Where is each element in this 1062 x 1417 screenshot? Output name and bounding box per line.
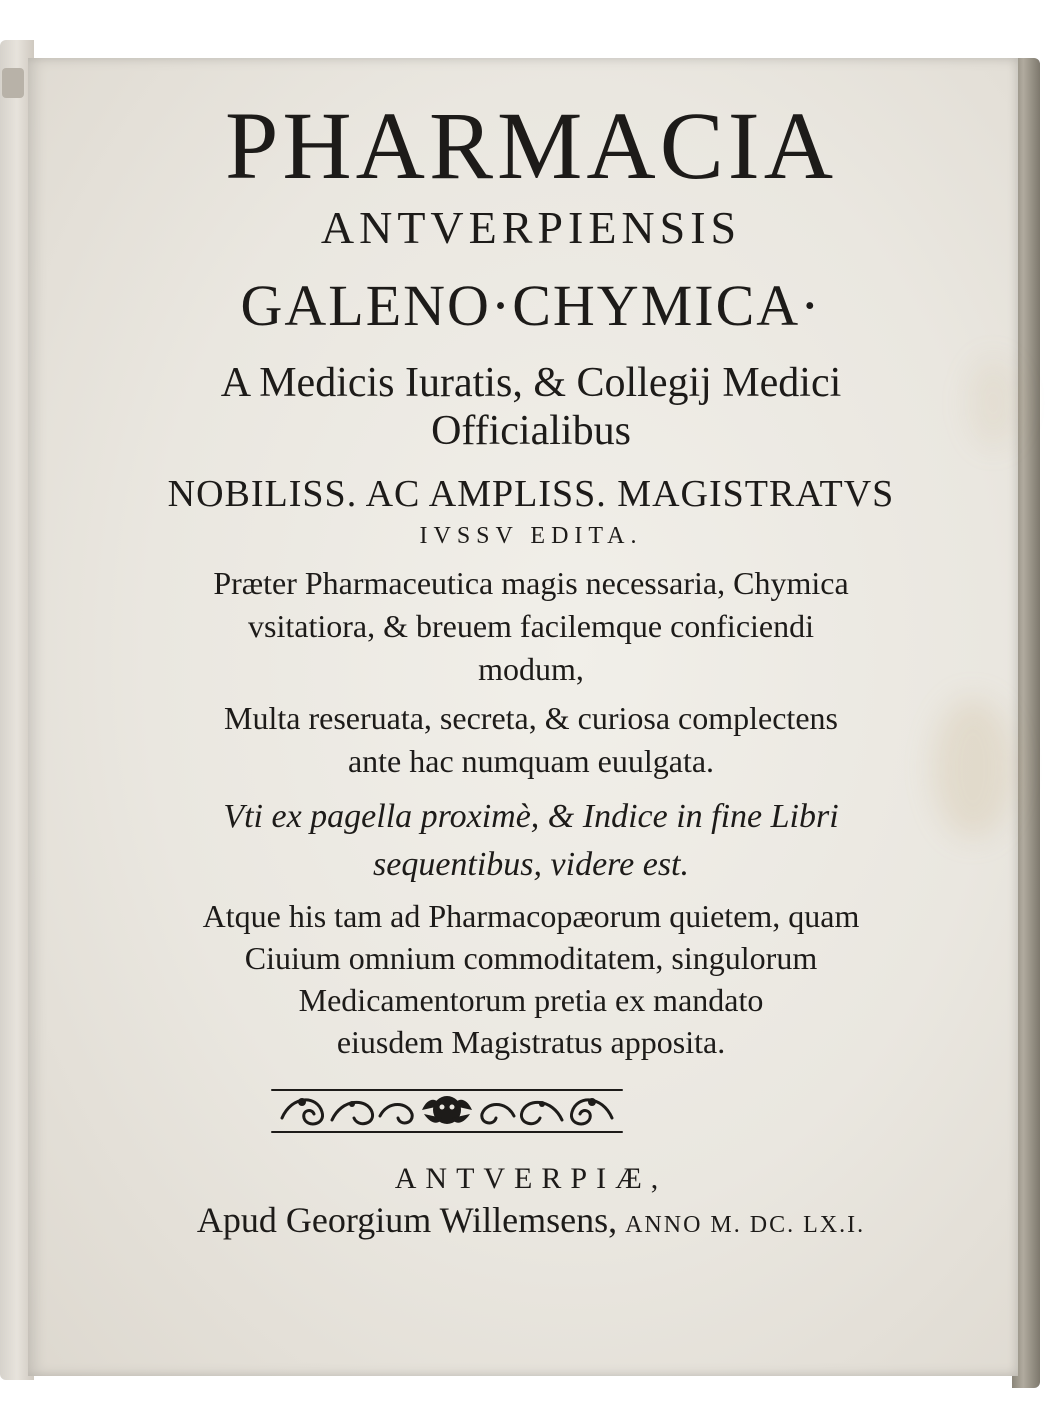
- clasp: [2, 68, 24, 98]
- title-line-1: PHARMACIA: [224, 92, 838, 199]
- contents-line-3: modum,: [478, 651, 584, 687]
- index-line-2: sequentibus, videre est.: [373, 846, 689, 883]
- index-line-1: Vti ex pagella proximè, & Indice in fine Libri: [223, 798, 839, 835]
- imprint-place: ANTVERPIÆ,: [394, 1162, 668, 1195]
- authority-line-1: NOBILISS. AC AMPLISS. MAGISTRATVS: [167, 473, 895, 515]
- authority-line-2: IVSSV EDITA.: [419, 523, 643, 549]
- imprint-printer: Apud Georgium Willemsens,: [196, 1200, 618, 1240]
- prices-line-3: Medicamentorum pretia ex mandato: [298, 982, 764, 1018]
- imprint-date: ANNO M. DC. LX.I.: [625, 1212, 866, 1238]
- imprint-line: [0, 1202, 1062, 1238]
- contents-line-1: Præter Pharmaceutica magis necessaria, Chymica: [213, 565, 849, 601]
- floral-headpiece-icon: [262, 1080, 632, 1140]
- authors-line-1: A Medicis Iuratis, & Collegij Medici: [220, 360, 842, 406]
- prices-line-4: eiusdem Magistratus apposita.: [336, 1024, 726, 1060]
- title-line-2: ANTVERPIENSIS: [320, 202, 742, 253]
- authors-line-2: Officialibus: [431, 408, 631, 454]
- secrets-line-1: Multa reseruata, secreta, & curiosa complectens: [224, 700, 838, 736]
- title-line-3: GALENO·CHYMICA·: [240, 273, 822, 338]
- secrets-line-2: ante hac numquam euulgata.: [347, 743, 715, 779]
- contents-line-2: vsitatiora, & breuem facilemque conficiendi: [248, 608, 814, 644]
- prices-line-2: Ciuium omnium commoditatem, singulorum: [244, 940, 818, 976]
- prices-line-1: Atque his tam ad Pharmacopæorum quietem, quam: [202, 898, 860, 934]
